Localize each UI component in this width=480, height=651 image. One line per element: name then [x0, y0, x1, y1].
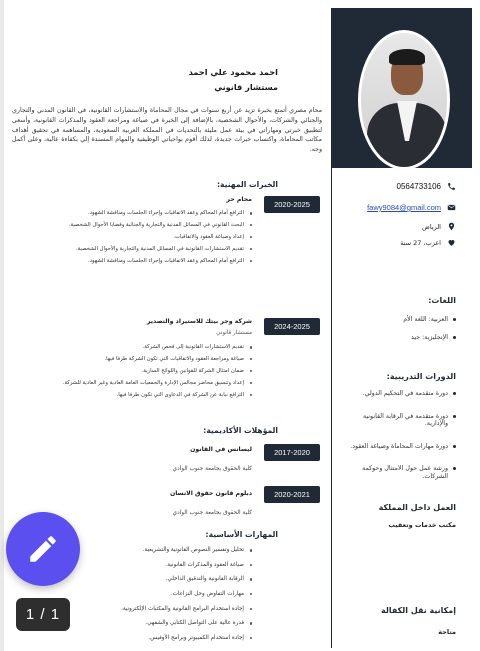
- skills-title: المهارات الأساسية:: [205, 530, 278, 539]
- languages-list: [338, 316, 456, 351]
- saudi-work-value: مكتب خدمات وتعقيب: [388, 521, 456, 529]
- list-item: البحث القانوني في المسائل المدنية والتجارية والجنائية وقضايا الأحوال الشخصية.: [52, 222, 252, 229]
- list-item: الرقابة القانونية والتدقيق الداخلي.: [52, 576, 252, 583]
- profile-summary: محام مصري أتمتع بخبرة تزيد عن أربع سنوات في مجال المحاماة والاستشارات القانونية، في القانون المدني والتجاري والجنائي والشركات، والأحوال الشخصية، بالإضافة إلى الخبرة في صياغة ومراجعة العقود والمذكرات القانونية، وأسعى لتطبيق خبرتي ومهاراتي في بيئة عمل مليئة بالتحديات في المملكة العربية السعودية، والمساهمة في تحقيق أهداف مكاتب المحاماة، واكتساب خبرات جديدة، لذلك أقوم بواجباتي الوظيفية والمهام المسندة إلي بكفاءة عالية، وعلى أكمل وجه.: [12, 107, 322, 153]
- list-item: ضمان امتثال الشركة للقوانين واللوائح السارية.: [52, 368, 252, 375]
- viewer-edge: [0, 0, 4, 651]
- list-item: الترافع أمام المحاكم وعقد الاتفاقيات وإجراء الجلسات ومناقشة الشهود.: [52, 210, 252, 217]
- list-item: العربية: اللغة الأم: [338, 316, 456, 324]
- list-item: صياغة ومراجعة العقود والاتفاقيات التي تكون الشركة طرفا فيها.: [52, 356, 252, 363]
- job-tasks: [52, 210, 252, 269]
- pencil-edit-icon: [26, 532, 60, 566]
- list-item: تقديم الاستشارات القانونية في المسائل المدنية والتجارية والأحوال الشخصية.: [52, 246, 252, 253]
- list-item: الإنجليزية: جيد: [338, 334, 456, 342]
- contact-city-row: [422, 222, 456, 231]
- job-subtitle: مستشار قانوني: [216, 330, 252, 336]
- list-item: دورة متقدمة في التحكيم الدولي.: [338, 390, 456, 398]
- resume-sidebar: [332, 8, 472, 648]
- sponsorship-title: إمكانية نقل الكفالة: [381, 606, 456, 615]
- list-item: إعداد وتنسيق محاضر مجالس الإدارة والجمعيات العامة العادية وغير العادية للشركة.: [52, 380, 252, 387]
- phone-icon: [447, 182, 456, 191]
- age-text: اعزب، 27 سنة: [400, 238, 441, 247]
- job-role: مستشار قانوني: [214, 82, 278, 92]
- courses-list: [338, 390, 456, 490]
- list-item: إعداد وصياغة العقود والاتفاقيات.: [52, 234, 252, 241]
- list-item: إجادة استخدام البرامج القانونية والمكتبات الإلكترونية.: [52, 606, 252, 613]
- contact-email-row: [367, 203, 456, 212]
- contact-age-row: [400, 238, 456, 247]
- list-item: تحليل وتفسير النصوص القانونية والتشريعية.: [52, 547, 252, 554]
- job-title: شركة وجر بيتك للاستيراد والتصدير: [146, 318, 252, 325]
- list-item: إجادة استخدام الكمبيوتر وبرامج الأوفيس.: [52, 635, 252, 642]
- date-badge: 2020-2021: [264, 486, 320, 503]
- list-item: الترافع نيابة عن الشركة في الدعاوى التي تكون طرفا فيها.: [52, 392, 252, 399]
- skills-list: [52, 547, 252, 650]
- list-item: قدرة عالية على التواصل الكتابي والشفهي.: [52, 620, 252, 627]
- languages-title: اللغات:: [428, 296, 456, 305]
- email-icon: [447, 203, 456, 212]
- city-text: الرياض: [421, 222, 441, 231]
- heart-icon: [447, 238, 456, 247]
- list-item: الترافع أمام المحاكم وعقد الاتفاقيات وإجراء الجلسات ومناقشة الشهود.: [52, 258, 252, 265]
- degree-school: كلية الحقوق بجامعة جنوب الوادي: [172, 510, 252, 516]
- edit-fab-button[interactable]: [6, 512, 80, 586]
- phone-number: 0564733106: [396, 182, 441, 191]
- list-item: ورشة عمل حول الامتثال وحوكمة الشركات.: [338, 465, 456, 480]
- list-item: صياغة العقود والمذكرات القانونية.: [52, 562, 252, 569]
- location-pin-icon: [447, 222, 456, 231]
- date-badge: 2017-2020: [264, 444, 320, 461]
- education-title: المؤهلات الأكاديمية:: [203, 426, 278, 435]
- list-item: تقديم الاستشارات القانونية إلى فحص الشركة.: [52, 344, 252, 351]
- degree-title: دبلوم قانون حقوق الانسان: [169, 490, 252, 497]
- sponsorship-value: متاحة: [438, 628, 456, 636]
- saudi-work-title: العمل داخل المملكة: [378, 503, 456, 512]
- email-link[interactable]: fawy9084@gmail.com: [367, 203, 441, 212]
- job-title: محام حر: [226, 196, 252, 203]
- list-item: دورة مهارات المحاماة وصياغة العقود.: [338, 443, 456, 451]
- courses-title: الدورات التدريبية:: [386, 372, 456, 381]
- experience-title: الخبرات المهنية:: [216, 180, 278, 189]
- job-tasks: [52, 344, 252, 403]
- date-badge: 2020-2025: [264, 196, 320, 213]
- page-indicator: 1 / 1: [16, 598, 70, 631]
- list-item: مهارات التفاوض وحل النزاعات.: [52, 591, 252, 598]
- list-item: دورة متقدمة في الرقابة القانونية والإدارية.: [338, 413, 456, 428]
- degree-school: كلية الحقوق بجامعة جنوب الوادي: [172, 466, 252, 472]
- date-badge: 2024-2025: [264, 318, 320, 335]
- degree-title: ليسانس في القانون: [190, 446, 252, 453]
- profile-photo: [358, 30, 450, 170]
- full-name: احمد محمود علي احمد: [188, 67, 278, 77]
- contact-phone-row: [397, 182, 457, 191]
